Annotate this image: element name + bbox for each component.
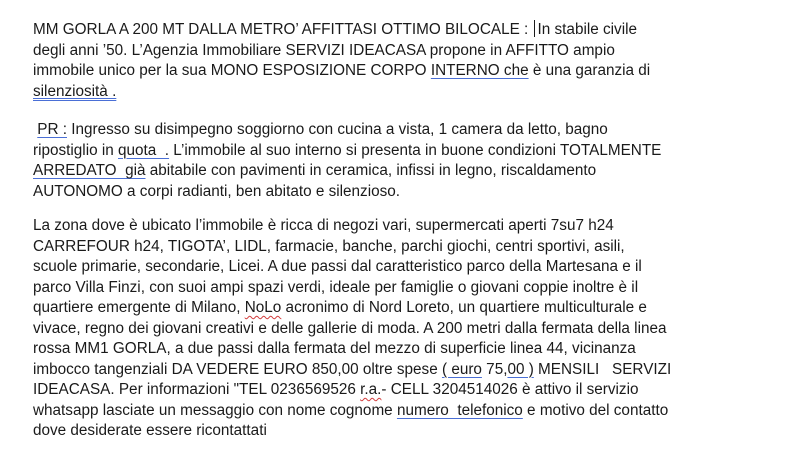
text-line bbox=[33, 82, 793, 103]
text-line bbox=[33, 120, 793, 141]
grammar-flagged-text[interactable]: ( euro bbox=[441, 360, 482, 378]
text-run: L’immobile al suo interno si presenta in buone condizioni TOTALMENTE bbox=[169, 141, 662, 159]
grammar-flagged-text[interactable]: ARREDATO già bbox=[33, 162, 146, 179]
text-line bbox=[33, 298, 793, 319]
text-run: In stabile civile bbox=[537, 21, 638, 38]
text-run: e motivo del contatto bbox=[522, 401, 669, 419]
paragraph-description bbox=[33, 120, 793, 202]
heading-text: MM GORLA A 200 MT DALLA METRO’ AFFITTASI OTTIMO BILOCALE : bbox=[33, 21, 533, 38]
grammar-flagged-text[interactable]: numero telefonico bbox=[396, 401, 523, 419]
grammar-flagged-text[interactable]: quota . bbox=[118, 141, 170, 159]
text-line: CARREFOUR h24, TIGOTA’, LIDL, farmacie, banche, parchi giochi, centri sportivi, asili, bbox=[33, 237, 625, 255]
text-line: scuole primarie, secondarie, Licei. A due passi dal caratteristico parco della Martesana e il bbox=[33, 258, 642, 275]
text-run: immobile unico per la sua MONO ESPOSIZIONE CORPO bbox=[33, 62, 431, 79]
text-run: MENSILI SERVIZI bbox=[533, 360, 672, 378]
text-line: AUTONOMO a corpi radianti, ben abitato e silenzioso. bbox=[33, 182, 401, 200]
text-run: imbocco tangenziali DA VEDERE EURO 850,00 oltre spese bbox=[33, 360, 442, 378]
text-run: abitabile con pavimenti in ceramica, infissi in legno, riscaldamento bbox=[145, 162, 597, 179]
grammar-flagged-text[interactable]: INTERNO che bbox=[430, 62, 529, 79]
text-line: rossa MM1 GORLA, a due passi dalla fermata del mezzo di superficie linea 44, vicinanza bbox=[33, 340, 636, 357]
text-line bbox=[33, 61, 793, 82]
text-run: IDEACASA. Per informazioni "TEL 0236569526 bbox=[33, 381, 361, 398]
text-run: acronimo di Nord Loreto, un quartiere multiculturale e bbox=[281, 299, 647, 316]
text-run: quartiere emergente di Milano, bbox=[33, 299, 245, 316]
text-run: 75, bbox=[481, 360, 508, 378]
spelling-flagged-text[interactable]: r.a. bbox=[360, 381, 382, 398]
text-line: parco Villa Finzi, con suoi ampi spazi verdi, ideale per famiglie o giovani coppie inoltre è il bbox=[33, 278, 639, 296]
text-run: è una garanzia di bbox=[528, 62, 651, 79]
grammar-flagged-text[interactable]: PR : bbox=[37, 121, 67, 138]
paragraph-intro bbox=[33, 20, 793, 102]
text-line bbox=[33, 360, 793, 381]
text-line: La zona dove è ubicato l’immobile è ricca di negozi vari, supermercati aperti 7su7 h24 bbox=[33, 217, 614, 234]
text-run: whatsapp lasciate un messaggio con nome cognome bbox=[33, 401, 397, 419]
paragraph-location bbox=[33, 216, 793, 442]
grammar-flagged-text[interactable]: 00 ) bbox=[507, 360, 534, 378]
text-line: dove desiderate essere ricontattati bbox=[33, 422, 267, 439]
text-run: - CELL 3204514026 è attivo il servizio bbox=[381, 381, 639, 398]
text-cursor bbox=[534, 20, 535, 37]
text-line: degli anni ’50. L’Agenzia Immobiliare SERVIZI IDEACASA propone in AFFITTO ampio bbox=[33, 41, 615, 59]
text-line bbox=[33, 401, 793, 422]
text-run: Ingresso su disimpegno soggiorno con cucina a vista, 1 camera da letto, bagno bbox=[67, 121, 608, 138]
text-line bbox=[33, 161, 793, 182]
text-line bbox=[33, 380, 793, 401]
grammar-flagged-text[interactable]: silenziosità . bbox=[33, 82, 117, 100]
text-line: vivace, regno dei giovani creativi e delle gallerie di moda. A 200 metri dalla fermata della linea bbox=[33, 319, 667, 337]
text-line bbox=[33, 20, 793, 41]
text-run: ripostiglio in bbox=[33, 141, 119, 159]
text-line bbox=[33, 141, 793, 162]
spelling-flagged-text[interactable]: NoLo bbox=[244, 299, 282, 316]
